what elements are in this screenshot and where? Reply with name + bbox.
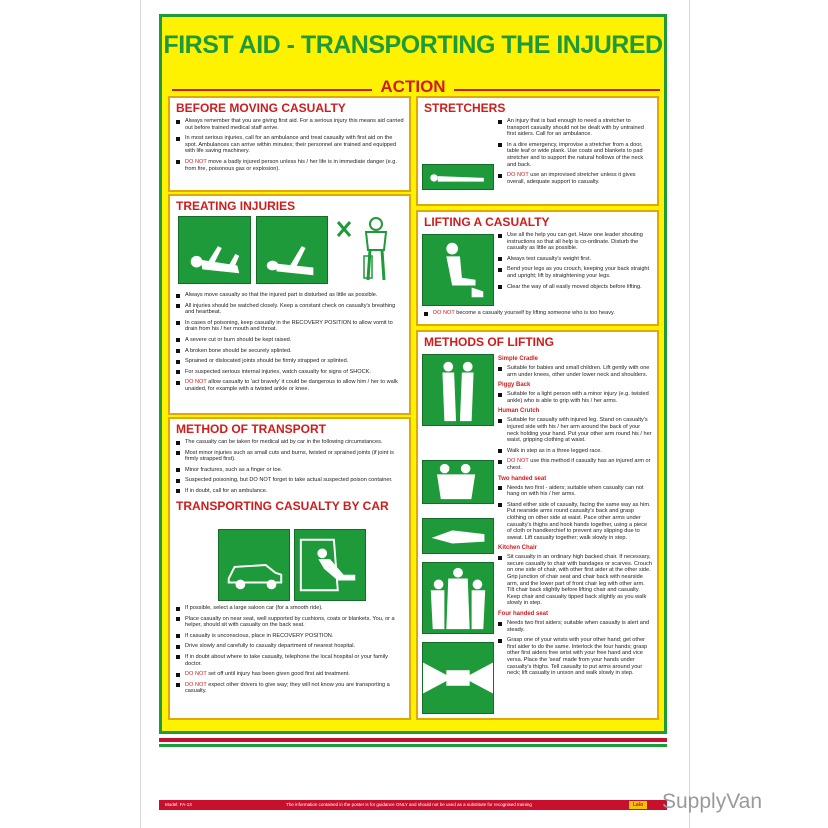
list-item <box>498 458 652 471</box>
list-item <box>176 379 404 392</box>
list-item: An injury that is bad enough to need a stretcher to transport casualty should not be dealt with by untrained first aiders. Call for an ambulance. <box>498 118 652 138</box>
list-item: In cases of poisoning, keep casualty in the RECOVERY POSITION to allow vomit to drain from his / her mouth and throat. <box>176 320 404 333</box>
panel-heading: BEFORE MOVING CASUALTY <box>176 101 346 115</box>
list-item: Bend your legs as you crouch, keeping your back straight and upright; lift by straightening your legs. <box>498 266 652 279</box>
method-title: Human Crutch <box>498 408 540 415</box>
do-not-label: DO NOT <box>185 671 207 678</box>
list-item: Most minor injuries such as small cuts and burns, twisted or sprained joints (if joint is firmly strapped first). <box>176 450 404 463</box>
red-rule <box>159 738 667 742</box>
list-item: If in doubt about where to take casualty, telephone the local hospital or your family doctor. <box>176 654 404 667</box>
panel-heading-car: TRANSPORTING CASUALTY BY CAR <box>176 498 389 513</box>
list-item: Suitable for babies and small children. Lift gently with one arm under knees, other under lower neck and shoulders. <box>498 365 652 378</box>
list-item: Drive slowly and carefully to casualty department of nearest hospital. <box>176 643 404 650</box>
method-title: Simple Cradle <box>498 356 539 362</box>
list-item: Minor fractures, such as a finger or toe. <box>176 467 404 474</box>
method-title: Four handed seat <box>498 611 549 618</box>
do-not-text: use an improvised stretcher unless it gives overall, adequate support to casualty. <box>507 172 636 185</box>
car-icon <box>218 529 290 601</box>
panel-transport <box>168 417 411 720</box>
methods-text <box>498 354 657 681</box>
list-item: Sit casualty in an ordinary high backed chair. If necessary, secure casualty to chair with bandages or scarves. Crouch on one side of chair, with other first aider at the other side. Grip junction of chair seat and chair back with nearside arm, and the lower part of front chair leg with other arm. Tilt chair back slightly before lifting chair and casualty. Keep chair and casualty tipped back slightly as you walk slowly in step. <box>498 554 652 607</box>
footer-bar <box>159 800 667 810</box>
list-item: Always remember that you are giving first aid. For a serious injury this means aid carried out before trained medical staff arrive. <box>176 118 404 131</box>
panel-heading: STRETCHERS <box>424 101 506 115</box>
list-item <box>176 159 404 172</box>
four-handed-seat-icon <box>422 642 494 714</box>
list-item <box>424 310 652 317</box>
panel-treating-injuries <box>168 194 411 415</box>
do-not-text: become a casualty yourself by lifting someone who is too heavy. <box>454 310 615 316</box>
method-title: Kitchen Chair <box>498 545 538 552</box>
list-item: Use all the help you can get. Have one leader shouting instructions so that all help is co-ordinate. Disturb the casualty as little as possible. <box>498 232 652 252</box>
list-item: If casualty is unconscious, place in RECOVERY POSITION. <box>176 633 404 640</box>
do-not-label: DO NOT <box>433 310 455 316</box>
list-item: Always test casualty's weight first. <box>498 256 652 263</box>
list-item <box>176 671 404 678</box>
list-item: Needs two first - aiders; suitable when casualty can not hang on with his / her arms. <box>498 485 652 498</box>
disclaimer: The information contained in the poster is for guidance ONLY and should not be used as a substitute for recognised training <box>286 802 532 807</box>
poster-title: FIRST AID - TRANSPORTING THE INJURED <box>163 31 663 59</box>
two-handed-seat-icon <box>422 518 494 554</box>
list-item: Suitable for a light person with a minor injury (e.g. twisted ankle) who is able to grip with his / her arms. <box>498 391 652 404</box>
panel-heading: TREATING INJURIES <box>176 199 296 213</box>
do-not-text: expect other drivers to give way; they will not know you are transporting a casualty. <box>185 681 390 695</box>
list-item: Suitable for casualty with injured leg. Stand on casualty's injured side with his / her arm around the back of your neck holding your hand. Put your other arm round his / her waist, gripping clothing at waist. <box>498 417 652 443</box>
do-not-text: allow casualty to 'act bravely' it could be dangerous to allow him / her to walk unaided, for example with a twisted ankle or knee. <box>185 379 398 392</box>
list-item: Place casualty on near seat, well supported by cushions, coats or blankets. You, or a helper, should sit with casualty on the back seat. <box>176 616 404 629</box>
list-item: Clear the way of all easily moved objects before lifting. <box>498 284 652 291</box>
panel-before-moving <box>168 96 411 192</box>
simple-cradle-icon <box>422 354 494 426</box>
do-not-label: DO NOT <box>185 379 207 386</box>
list-item: In a dire emergency, improvise a stretcher from a door, table leaf or wide plank. Use coats and blankets to pad stretcher and to support the natural hollows of the neck and back. <box>498 142 652 168</box>
brand-logo: Lalo <box>629 801 647 809</box>
list-item <box>176 682 404 695</box>
list-item: Always move casualty so that the injured part is disturbed as little as possible. <box>176 292 404 299</box>
list-item: Sprained or dislocated joints should be firmly strapped or splinted. <box>176 358 404 365</box>
do-not-text: move a badly injured person unless his / her life is in immediate danger (e.g. from fire, poisonous gas or explosion). <box>185 158 397 172</box>
panel-methods-of-lifting <box>416 330 659 720</box>
list-item: The casualty can be taken for medical aid by car in the following circumstances. <box>176 439 404 446</box>
list-item: Needs two first aiders; suitable when casualty is alert and steady. <box>498 620 652 633</box>
do-not-text: set off until injury has been given good first aid treatment. <box>206 671 350 678</box>
panel-heading: METHODS OF LIFTING <box>424 335 554 349</box>
list-item: Stand either side of casualty, facing the same way as him. Put nearside arms round casualty's back and grasp clothing on other side at waist. Pace other arms under casualty's thighs and hook hands together, using a piece of cloth or handkerchief to prevent any slipping due to sweat. Lift casualty together; walk slowly in step. <box>498 502 652 542</box>
recovery-position-icon <box>178 216 251 284</box>
panel-heading: LIFTING A CASUALTY <box>424 215 550 229</box>
do-not-label: DO NOT <box>185 681 207 688</box>
recovery-position-alt-icon <box>256 216 328 284</box>
stretcher-icon <box>422 164 494 190</box>
list-item: If in doubt, call for an ambulance. <box>176 488 404 495</box>
watermark: SupplyVan <box>662 790 763 813</box>
list-item: In most serious injuries, call for an ambulance and treat casualty with first aid on the spot. Ambulances can arrive within minutes; their personnel are trained and equipped with life saving machinery. <box>176 135 404 155</box>
method-title: Piggy Back <box>498 382 531 389</box>
splinted-leg-icon <box>334 216 402 284</box>
list-item: A broken bone should be securely splinted. <box>176 348 404 355</box>
do-not-label: DO NOT <box>185 158 207 165</box>
list-item: Suspected poisoning, but DO NOT forget to take actual suspected poison container. <box>176 477 404 484</box>
do-not-text: use this method if casualty has an injured arm or chest. <box>507 458 651 471</box>
list-item: For suspected serious internal injuries, watch casualty for signs of SHOCK. <box>176 369 404 376</box>
list-item: A severe cut or burn should be kept raised. <box>176 337 404 344</box>
lifting-crouch-icon <box>422 234 494 306</box>
kitchen-chair-icon <box>422 562 494 634</box>
method-title: Two handed seat <box>498 475 547 482</box>
list-item: All injuries should be watched closely. Keep a constant check on casualty's breathing and heartbeat. <box>176 303 404 316</box>
panel-stretchers <box>416 96 659 206</box>
human-crutch-icon <box>422 460 494 504</box>
list-item: Walk in step as in a three legged race. <box>498 448 652 455</box>
green-rule <box>159 744 667 747</box>
model-number: Model: FA-13 <box>165 802 192 807</box>
do-not-label: DO NOT <box>507 172 529 179</box>
do-not-label: DO NOT <box>507 458 529 465</box>
panel-lifting <box>416 210 659 326</box>
list-item: If possible, select a large saloon car (for a smooth ride). <box>176 605 404 612</box>
list-item: Grasp one of your wrists with your other hand; get other first aider to do the same. Interlock the four hands; grasp other first aiders free wrist with your free hand and vice versa. Place the 'seat' made from your hands under casualty's thighs. Tell casualty to put arms around your neck; lift casualty in unison and walk slowly in step. <box>498 637 652 677</box>
list-item <box>498 172 652 185</box>
action-label: ACTION <box>372 77 453 96</box>
casualty-in-car-icon <box>294 529 366 601</box>
panel-heading: METHOD OF TRANSPORT <box>176 422 326 436</box>
